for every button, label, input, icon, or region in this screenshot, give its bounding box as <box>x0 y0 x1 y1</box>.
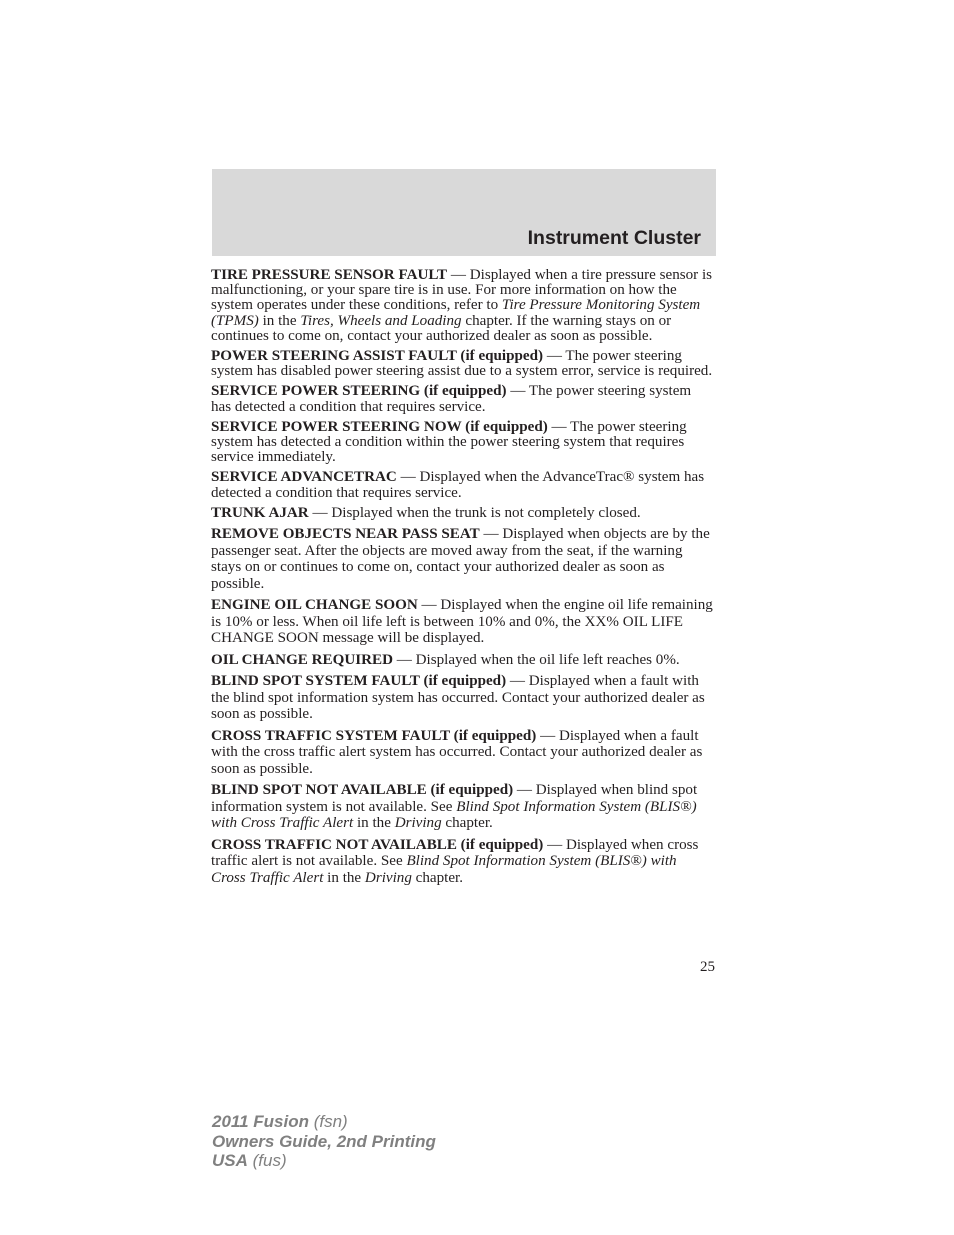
message-term: REMOVE OBJECTS NEAR PASS SEAT <box>211 526 480 543</box>
message-description: in the <box>353 815 395 832</box>
message-description: — Displayed when a tire pressure sensor is malfunctioning, or your spare tire is in use. For more information on how the system operates under these conditions, refer to <box>211 267 713 314</box>
message-term: CROSS TRAFFIC SYSTEM FAULT (if equipped) <box>211 727 537 744</box>
message-description: — The power steering system has disabled power steering assist due to a system error, service is required. <box>211 348 713 380</box>
footer-market: USA <box>212 1151 248 1170</box>
footer-market-code: (fus) <box>247 1151 287 1170</box>
message-description: — Displayed when the trunk is not completely closed. <box>308 504 641 521</box>
message-entry <box>211 597 713 647</box>
message-term: SERVICE POWER STEERING (if equipped) <box>211 383 507 400</box>
footer-model-name: 2011 Fusion <box>212 1112 309 1131</box>
message-entry <box>211 470 713 500</box>
message-list <box>211 268 713 891</box>
message-description: — Displayed when the oil life left reaches 0%. <box>393 651 680 668</box>
cross-reference: Driving <box>364 869 412 886</box>
footer-model-code: (fsn) <box>309 1112 348 1131</box>
document-footer <box>212 1112 436 1171</box>
cross-reference: Driving <box>394 815 442 832</box>
message-entry <box>211 728 713 778</box>
message-description: — Displayed when the AdvanceTrac® system has detected a condition that requires service. <box>211 469 705 501</box>
message-description: chapter. <box>441 815 493 832</box>
message-term: TIRE PRESSURE SENSOR FAULT <box>211 267 448 283</box>
message-term: SERVICE ADVANCETRAC <box>211 469 397 486</box>
message-entry <box>211 673 713 723</box>
cross-reference: Blind Spot Information System (BLIS®) with Cross Traffic Alert <box>211 853 677 886</box>
message-term: CROSS TRAFFIC NOT AVAILABLE (if equipped) <box>211 836 544 853</box>
message-entry <box>211 506 713 521</box>
cross-reference: Blind Spot Information System (BLIS®) with Cross Traffic Alert <box>211 798 697 832</box>
message-description: chapter. If the warning stays on or continues to come on, contact your authorized dealer as soon as possible. <box>211 312 672 344</box>
message-term: SERVICE POWER STEERING NOW (if equipped) <box>211 418 548 435</box>
message-term: BLIND SPOT SYSTEM FAULT (if equipped) <box>211 673 507 690</box>
message-description: — Displayed when objects are by the passenger seat. After the objects are moved away from the seat, if the warning stays on or continues to come on, contact your authorized dealer as soon as possible. <box>211 526 710 592</box>
message-description: — Displayed when a fault with the cross traffic alert system has occurred. Contact your authorized dealer as soon as possible. <box>211 727 703 777</box>
message-term: POWER STEERING ASSIST FAULT (if equipped) <box>211 348 544 365</box>
footer-edition: Owners Guide, 2nd Printing <box>212 1131 436 1151</box>
footer-line-edition <box>212 1132 436 1152</box>
message-description: — Displayed when cross traffic alert is not available. See <box>211 836 699 870</box>
message-description: — The power steering system has detected a condition that requires service. <box>211 383 692 415</box>
message-description: — Displayed when a fault with the blind spot information system has occurred. Contact your authorized dealer as soon as possible. <box>211 673 705 723</box>
message-description: in the <box>258 312 301 329</box>
message-term: ENGINE OIL CHANGE SOON <box>211 597 418 614</box>
section-title: Instrument Cluster <box>527 227 701 249</box>
message-term: TRUNK AJAR <box>211 504 309 521</box>
message-description: — Displayed when blind spot information system is not available. See <box>211 782 698 815</box>
message-description: chapter. <box>411 869 464 886</box>
footer-line-market <box>212 1151 436 1171</box>
message-description: in the <box>323 869 365 886</box>
message-entry <box>211 268 713 344</box>
message-description: — Displayed when the engine oil life remaining is 10% or less. When oil life left is between 10% and 0%, the XX% OIL LIFE CHANGE SOON message will be displayed. <box>211 597 713 647</box>
cross-reference: Tires, Wheels and Loading <box>300 312 462 329</box>
message-entry <box>211 652 713 669</box>
message-entry <box>211 384 713 414</box>
message-entry <box>211 782 713 832</box>
message-entry <box>211 837 713 887</box>
message-entry <box>211 349 713 379</box>
message-term: BLIND SPOT NOT AVAILABLE (if equipped) <box>211 782 514 799</box>
message-description: — The power steering system has detected a condition within the power steering system that requires service immediately. <box>211 418 687 466</box>
cross-reference: Tire Pressure Monitoring System (TPMS) <box>211 297 701 329</box>
message-term: OIL CHANGE REQUIRED <box>211 651 393 668</box>
footer-line-model <box>212 1112 436 1132</box>
message-entry <box>211 420 713 466</box>
message-entry <box>211 526 713 592</box>
page-number: 25 <box>700 959 715 975</box>
section-header-band <box>212 169 716 256</box>
